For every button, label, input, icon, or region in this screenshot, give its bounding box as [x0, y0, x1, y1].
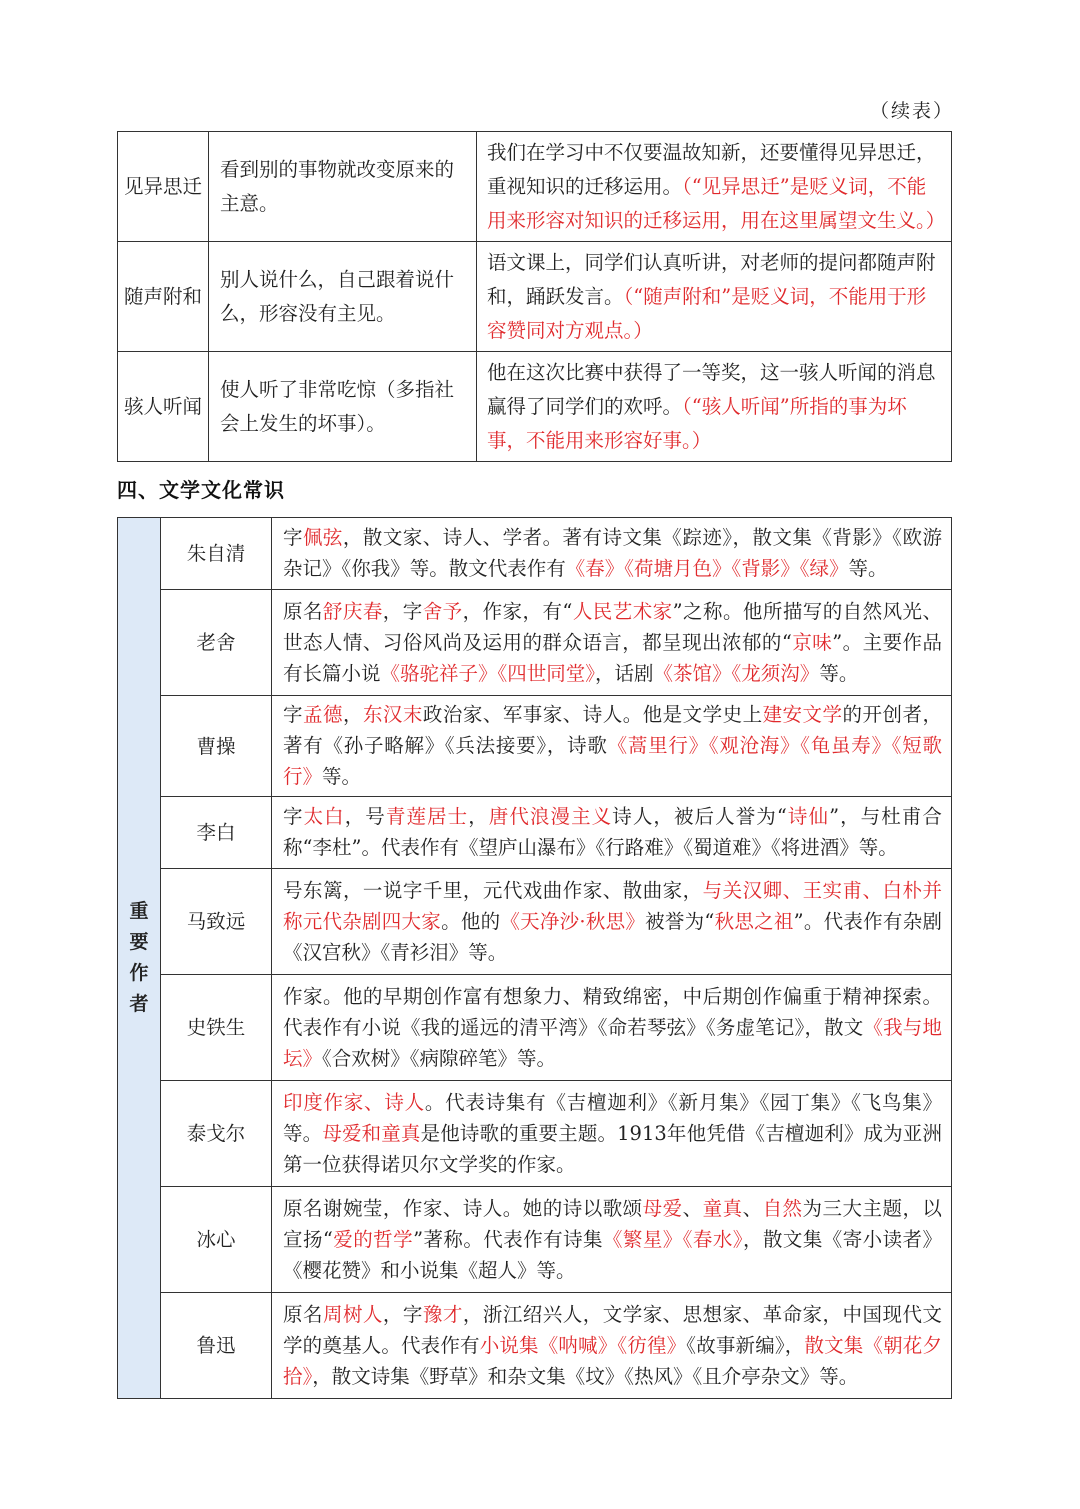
section-title: 四、文学文化常识	[117, 478, 285, 502]
desc-highlight: 舒庆春	[322, 599, 383, 623]
desc-text: ，散文集《寄小读者》《樱花赞》和小说集《超人》等。	[283, 1227, 942, 1282]
category-label-cell	[118, 518, 161, 1399]
idiom-meaning: 使人听了非常吃惊（多指社会上发生的坏事）。	[209, 352, 477, 462]
desc-text: 。代表诗集有《吉檀迦利》《新月集》《园丁集》《飞鸟集》等。	[283, 1090, 942, 1145]
desc-highlight: 太白	[303, 805, 345, 828]
desc-highlight: 唐代浪漫主义	[488, 805, 613, 828]
example-text: 他在这次比赛中获得了一等奖，这一骇人听闻的消息赢得了同学们的欢呼。	[487, 360, 936, 418]
author-row	[118, 696, 952, 797]
desc-text: ”。代表作有杂剧《汉宫秋》《青衫泪》等。	[283, 909, 942, 964]
idiom-example	[477, 352, 952, 462]
desc-text: 诗人，被后人誉为“	[612, 805, 787, 828]
author-name: 史铁生	[161, 975, 272, 1081]
author-name: 朱自清	[161, 518, 272, 590]
author-description	[272, 869, 952, 975]
desc-highlight: 童真	[702, 1196, 743, 1220]
author-name: 鲁迅	[161, 1293, 272, 1399]
desc-highlight: 小说集《呐喊》《彷徨》	[479, 1333, 687, 1357]
desc-text: ，	[468, 805, 489, 828]
desc-highlight: 自然	[762, 1196, 803, 1220]
example-highlight: （“随声附和”是贬义词，不能用于形容赞同对方观点。）	[487, 284, 927, 342]
desc-text: ，作家，有“	[462, 599, 573, 623]
author-description	[272, 797, 952, 869]
author-description	[272, 1187, 952, 1293]
author-description	[272, 518, 952, 590]
authors-table	[117, 517, 952, 1399]
desc-text: ，字	[382, 1302, 423, 1326]
author-row	[118, 518, 952, 590]
desc-text: 《合欢树》《病隙碎笔》等。	[322, 1046, 557, 1070]
author-description	[272, 1293, 952, 1399]
desc-highlight: 散文集《朝花夕拾》	[283, 1333, 942, 1388]
desc-text: 《故事新编》，	[686, 1333, 805, 1357]
author-row	[118, 1293, 952, 1399]
desc-text: ，散文诗集《野草》和杂文集《坟》《热风》《且介亭杂文》等。	[312, 1364, 859, 1388]
desc-text: 、	[742, 1196, 763, 1220]
desc-text: 原名谢婉莹，作家、诗人。她的诗以歌颂	[283, 1196, 643, 1220]
author-name: 李白	[161, 797, 272, 869]
desc-text: ”著称。代表作有诗集	[413, 1227, 603, 1251]
idiom-term: 骇人听闻	[118, 352, 209, 462]
desc-text: 为三大主题，以宣扬“	[283, 1196, 942, 1251]
author-description	[272, 590, 952, 696]
desc-highlight: 爱的哲学	[332, 1227, 414, 1251]
author-name: 老舍	[161, 590, 272, 696]
desc-text: 原名	[283, 599, 323, 623]
desc-highlight: 诗仙	[786, 805, 830, 828]
desc-text: 被誉为“	[645, 909, 715, 933]
desc-text: ，	[342, 703, 363, 726]
idiom-example	[477, 132, 952, 242]
desc-text: 等。	[848, 557, 888, 580]
idiom-row	[118, 242, 952, 352]
author-description	[272, 975, 952, 1081]
desc-highlight: 东汉末	[362, 703, 423, 726]
desc-text: ，字	[382, 599, 423, 623]
desc-text: ”。主要作品有长篇小说	[283, 630, 942, 685]
desc-highlight: 京味	[791, 630, 833, 654]
desc-highlight: 《繁星》《春水》	[602, 1227, 743, 1251]
desc-text: 、	[682, 1196, 703, 1220]
desc-highlight: 佩弦	[302, 526, 343, 549]
desc-text: 等。	[322, 765, 362, 788]
example-highlight: （“见异思迁”是贬义词，不能用来形容对知识的迁移运用，用在这里属望文生义。）	[487, 174, 946, 232]
desc-text: 政治家、军事家、诗人。他是文学史上	[422, 703, 763, 726]
desc-highlight: 建安文学	[762, 703, 843, 726]
desc-highlight: 豫才	[422, 1302, 463, 1326]
desc-highlight: 青莲居士	[385, 805, 469, 828]
author-description	[272, 696, 952, 797]
continued-label: （续表）	[870, 100, 955, 122]
idiom-term: 随声附和	[118, 242, 209, 352]
desc-highlight: 《蒿里行》《观沧海》《龟虽寿》《短歌行》	[283, 734, 942, 788]
desc-text: 的开创者，著有《孙子略解》《兵法接要》，诗歌	[283, 703, 942, 757]
author-name: 冰心	[161, 1187, 272, 1293]
author-name: 马致远	[161, 869, 272, 975]
author-description	[272, 1081, 952, 1187]
desc-text: ”之称。他所描写的自然风光、世态人情、习俗风尚及运用的群众语言，都呈现出浓郁的“	[283, 599, 942, 654]
idiom-meaning: 看到别的事物就改变原来的主意。	[209, 132, 477, 242]
idiom-example	[477, 242, 952, 352]
category-label: 重要作者	[129, 900, 149, 1015]
desc-highlight: 孟德	[302, 703, 343, 726]
idiom-row	[118, 352, 952, 462]
example-text: 我们在学习中不仅要温故知新，还要懂得见异思迁，重视知识的迁移运用。	[487, 140, 936, 198]
desc-highlight: 舍予	[422, 599, 463, 623]
desc-text: ，话剧	[595, 661, 654, 685]
desc-text: 原名	[283, 1302, 323, 1326]
desc-text: ，浙江绍兴人，文学家、思想家、革命家，中国现代文学的奠基人。代表作有	[283, 1302, 942, 1357]
desc-highlight: 人民艺术家	[572, 599, 673, 623]
desc-text: 是他诗歌的重要主题。1913年他凭借《吉檀迦利》成为亚洲第一位获得诺贝尔文学奖的作家。	[283, 1121, 942, 1176]
author-row	[118, 1187, 952, 1293]
desc-highlight: 周树人	[322, 1302, 383, 1326]
desc-text: ”，与杜甫合称“李杜”。代表作有《望庐山瀑布》《行路难》《蜀道难》《将进酒》等。	[283, 805, 942, 859]
desc-text: ，号	[344, 805, 386, 828]
desc-highlight: 印度作家、诗人	[283, 1090, 425, 1114]
idiom-term: 见异思迁	[118, 132, 209, 242]
author-row	[118, 975, 952, 1081]
desc-highlight: 《天净沙·秋思》	[500, 909, 646, 933]
desc-highlight: 《茶馆》《龙须沟》	[653, 661, 820, 685]
desc-highlight: 与关汉卿、王实甫、白朴并称元代杂剧四大家	[283, 878, 942, 933]
idiom-row	[118, 132, 952, 242]
desc-text: 字	[283, 703, 303, 726]
desc-text: 等。	[819, 661, 859, 685]
example-highlight: （“骇人听闻”所指的事为坏事，不能用来形容好事。）	[487, 394, 907, 452]
desc-highlight: 《我与地坛》	[283, 1015, 942, 1070]
desc-text: 作家。他的早期创作富有想象力、精致绵密，中后期创作偏重于精神探索。代表作有小说《我的遥远的清平湾》《命若琴弦》《务虚笔记》，散文	[283, 984, 942, 1039]
author-row	[118, 590, 952, 696]
desc-text: ，散文家、诗人、学者。著有诗文集《踪迹》，散文集《背影》《欧游杂记》《你我》等。散文代表作有	[283, 526, 942, 580]
idiom-table	[117, 131, 952, 462]
desc-highlight: 《骆驼祥子》《四世同堂》	[380, 661, 596, 685]
example-text: 语文课上，同学们认真听讲，对老师的提问都随声附和，踊跃发言。	[487, 250, 936, 308]
desc-highlight: 秋思之祖	[714, 909, 794, 933]
author-name: 泰戈尔	[161, 1081, 272, 1187]
author-row	[118, 797, 952, 869]
author-row	[118, 869, 952, 975]
desc-highlight: 母爱	[642, 1196, 683, 1220]
author-name: 曹操	[161, 696, 272, 797]
idiom-meaning: 别人说什么，自己跟着说什么，形容没有主见。	[209, 242, 477, 352]
desc-text: 字	[283, 526, 303, 549]
desc-text: 。他的	[441, 909, 501, 933]
desc-highlight: 母爱和童真	[322, 1121, 421, 1145]
desc-text: 字	[283, 805, 304, 828]
author-row	[118, 1081, 952, 1187]
desc-text: 号东篱，一说字千里，元代戏曲作家、散曲家，	[283, 878, 703, 902]
desc-highlight: 《春》《荷塘月色》《背影》《绿》	[565, 557, 849, 580]
